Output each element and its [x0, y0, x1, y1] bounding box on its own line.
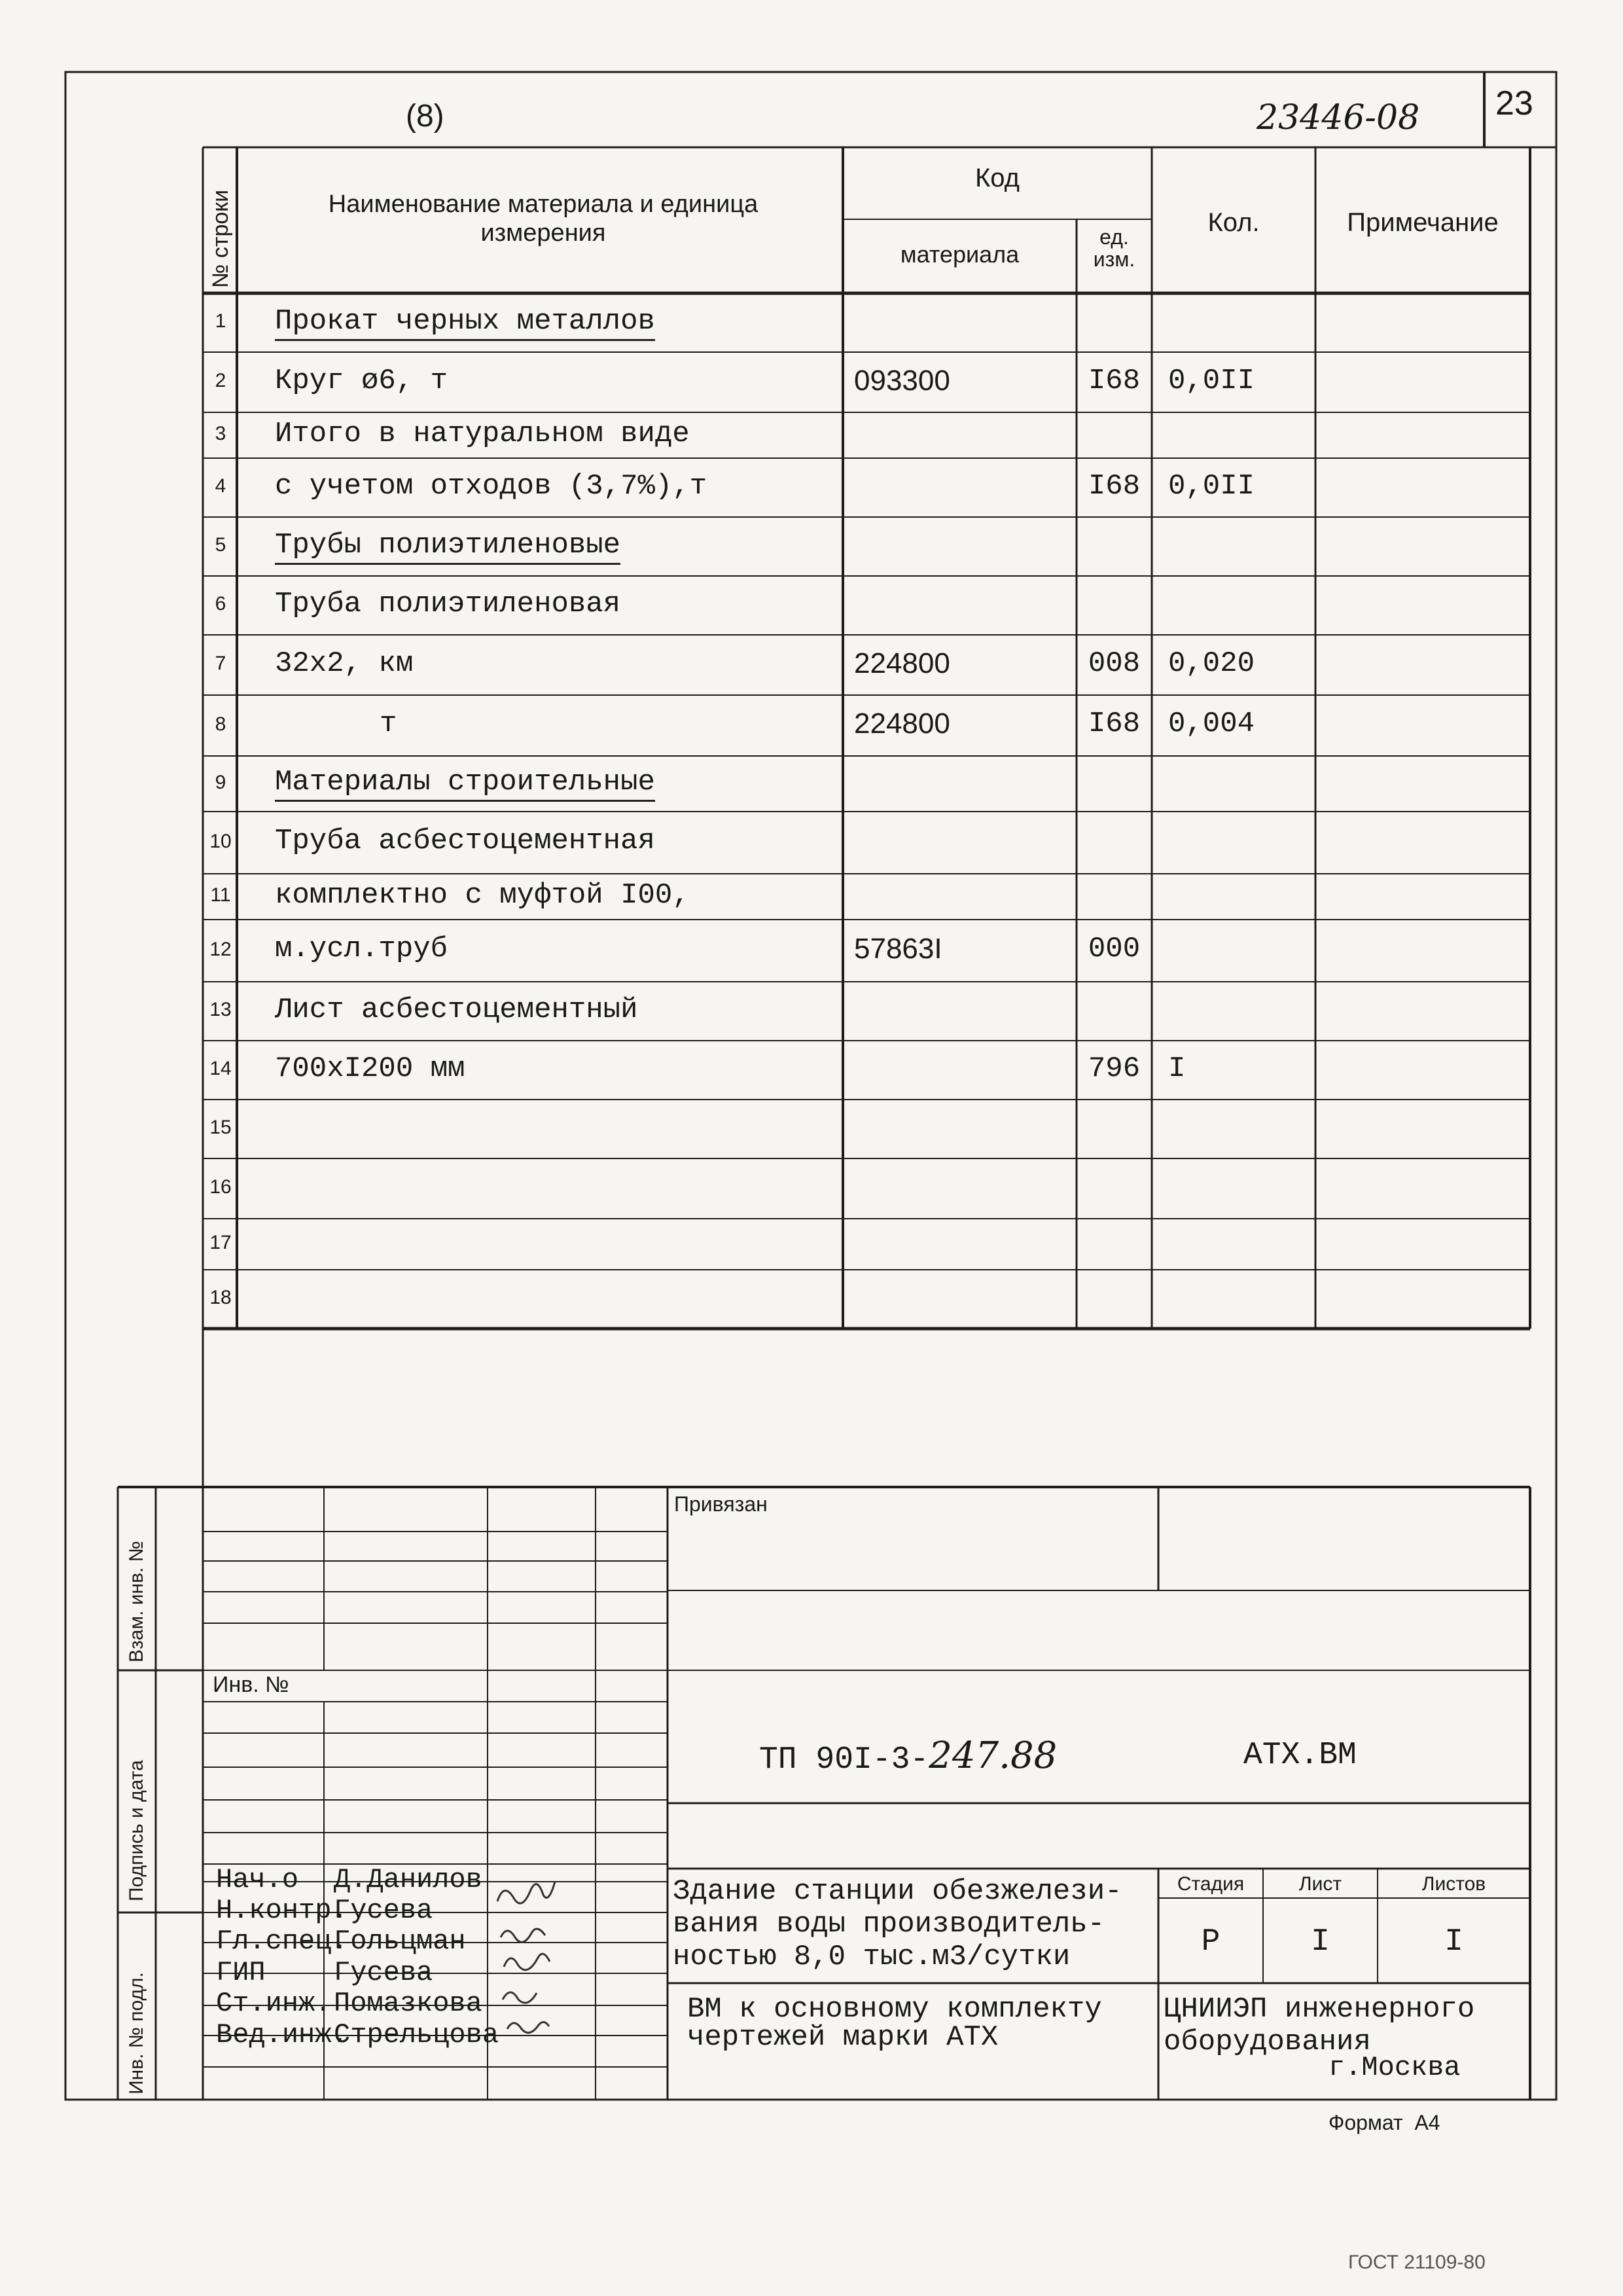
material-name: 32x2, км [275, 647, 414, 680]
column-header-name: Наименование материала и единица измерения [328, 190, 758, 247]
material-name: Прокат черных металлов [275, 305, 655, 341]
signer-role: Н.контр. [216, 1895, 348, 1926]
row-number: 6 [215, 593, 226, 615]
material-name: Итого в натуральном виде [275, 417, 690, 450]
signatures [497, 1882, 555, 2033]
sheet-label: Лист [1298, 1873, 1342, 1895]
row-number: 2 [215, 370, 226, 392]
label-inv-no: Инв. № [213, 1672, 289, 1697]
signer-name: Гольцман [334, 1926, 466, 1957]
column-header-code-unit: ед. изм. [1093, 225, 1135, 271]
unit-code: I68 [1088, 708, 1141, 741]
material-name: 700xI200 мм [275, 1052, 465, 1085]
quantity: 0,0II [1168, 469, 1255, 503]
material-code: 093300 [854, 364, 950, 397]
desc-line-1: ВМ к основному комплекту [687, 1993, 1102, 2026]
row-number: 16 [209, 1176, 232, 1198]
signer-name: Гусева [334, 1957, 433, 1988]
building-line-1: Здание станции обезжелези- [673, 1875, 1122, 1908]
desc-line-2: чертежей марки АТХ [687, 2021, 999, 2054]
material-name: Труба полиэтиленовая [275, 587, 621, 620]
project-code: ТП 90I-3-247.88 [759, 1734, 1058, 1778]
material-name: Лист асбестоцементный [275, 993, 638, 1026]
signer-name: Гусева [334, 1895, 433, 1926]
row-number: 9 [215, 771, 226, 793]
unit-code: I68 [1088, 469, 1141, 503]
signer-name: Д.Данилов [334, 1864, 482, 1895]
stage-label: Стадия [1177, 1873, 1245, 1895]
unit-code: 008 [1088, 647, 1141, 680]
material-name: т [380, 708, 397, 741]
label-privyazan: Привязан [674, 1492, 768, 1516]
signer-role: ГИП [216, 1957, 266, 1988]
column-header-code-material: материала [900, 241, 1020, 268]
row-number: 4 [215, 475, 226, 497]
row-number: 7 [215, 653, 226, 675]
label-inv-podl: Инв. № подл. [126, 1972, 147, 2094]
row-number: 1 [215, 310, 226, 332]
label-podpis-data: Подпись и дата [126, 1760, 147, 1901]
column-header-note: Примечание [1347, 208, 1499, 237]
label-vzam-inv: Взам. инв. № [126, 1541, 147, 1662]
org-line-1: ЦНИИЭП инженерного [1164, 1993, 1475, 2026]
stage-value: Р [1201, 1924, 1221, 1960]
building-line-3: ностью 8,0 тыс.м3/сутки [673, 1941, 1071, 1973]
sheet-number: 23 [1495, 84, 1533, 122]
row-number: 3 [215, 423, 226, 445]
signer-role: Ст.инж. [216, 1988, 332, 2019]
row-number: 5 [215, 534, 226, 556]
material-name: с учетом отходов (3,7%),т [275, 469, 707, 503]
signer-role: Нач.о [216, 1864, 299, 1895]
material-name: Трубы полиэтиленовые [275, 529, 620, 565]
material-code: 224800 [854, 708, 950, 740]
quantity: 0,020 [1168, 647, 1255, 680]
material-name: м.усл.труб [275, 933, 448, 966]
unit-code: 000 [1088, 933, 1141, 966]
row-number: 15 [209, 1117, 232, 1139]
quantity: I [1168, 1052, 1186, 1085]
quantity: 0,0II [1168, 364, 1255, 397]
signer-role: Гл.спец. [216, 1926, 348, 1957]
building-line-2: вания воды производитель- [673, 1908, 1105, 1941]
row-number: 18 [209, 1287, 232, 1309]
doc-code: АТХ.ВМ [1243, 1738, 1357, 1773]
row-number: 13 [209, 999, 232, 1021]
signer-name: Помазкова [334, 1988, 482, 2019]
unit-code: I68 [1088, 364, 1141, 397]
section-number: (8) [406, 99, 444, 134]
material-name: комплектно с муфтой I00, [275, 878, 690, 912]
row-number: 11 [210, 884, 231, 906]
material-name: Труба асбестоцементная [275, 825, 655, 858]
material-name: Материалы строительные [275, 766, 655, 802]
column-header-row-number: № строки [208, 189, 233, 288]
material-name: Круг ø6, т [275, 364, 448, 397]
unit-code: 796 [1088, 1052, 1141, 1085]
signer-role: Вед.инж. [216, 2019, 348, 2051]
format-label: Формат А4 [1329, 2111, 1440, 2134]
handwritten-code: 23446-08 [1257, 98, 1420, 137]
sheets-value: I [1444, 1924, 1463, 1960]
row-number: 17 [209, 1232, 232, 1254]
gost-label: ГОСТ 21109-80 [1348, 2251, 1486, 2273]
quantity: 0,004 [1168, 708, 1255, 741]
column-header-qty: Кол. [1207, 208, 1260, 237]
material-code: 224800 [854, 647, 950, 679]
sheets-label: Листов [1421, 1873, 1486, 1895]
column-header-code: Код [974, 164, 1020, 192]
org-line-2: оборудования [1164, 2026, 1371, 2058]
material-code: 57863I [854, 933, 942, 965]
row-number: 10 [209, 830, 232, 852]
row-number: 14 [209, 1058, 232, 1080]
org-line-3: г.Москва [1329, 2052, 1461, 2083]
row-number: 8 [215, 713, 226, 735]
sheet-value: I [1311, 1924, 1330, 1960]
row-number: 12 [209, 938, 232, 960]
signer-name: Стрельцова [334, 2019, 499, 2051]
